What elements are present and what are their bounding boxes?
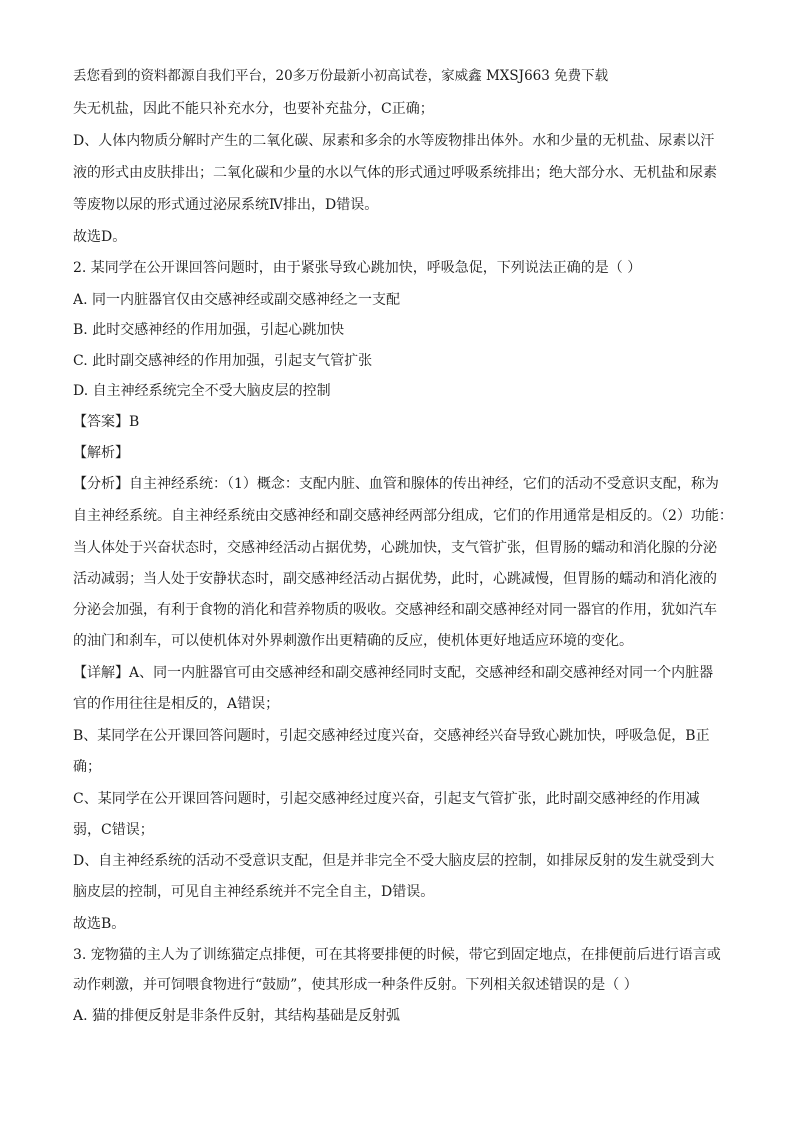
text-line: 液的形式由皮肤排出；二氧化碳和少量的水以气体的形式通过呼吸系统排出；绝大部分水、无机盐和尿素 xyxy=(73,165,717,181)
text-line: 脑皮层的控制，可见自主神经系统并不完全自主，D错误。 xyxy=(73,884,435,900)
option-a: A. 同一内脏器官仅由交感神经或副交感神经之一支配 xyxy=(73,292,401,308)
text-line: D、自主神经系统的活动不受意识支配，但是并非完全不受大脑皮层的控制，如排尿反射的发生就受到大 xyxy=(73,853,715,869)
text-line: 的油门和刹车，可以使机体对外界刺激作出更精确的反应，使机体更好地适应环境的变化。 xyxy=(73,633,633,649)
text-line: B、某同学在公开课回答问题时，引起交感神经过度兴奋，交感神经兴奋导致心跳加快，呼吸急促，B正 xyxy=(73,728,710,744)
text-line: 当人体处于兴奋状态时，交感神经活动占据优势，心跳加快，支气管扩张，但胃肠的蠕动和消化腺的分泌 xyxy=(73,540,717,556)
text-line: D、人体内物质分解时产生的二氧化碳、尿素和多余的水等废物排出体外。水和少量的无机盐、尿素以汗 xyxy=(73,133,715,149)
text-line: C、某同学在公开课回答问题时，引起交感神经过度兴奋，引起支气管扩张，此时副交感神经的作用减 xyxy=(73,791,700,807)
text-line: 故选B。 xyxy=(73,916,126,932)
text-line: 活动减弱；当人处于安静状态时，副交感神经活动占据优势，此时，心跳减慢，但胃肠的蠕动和消化液的 xyxy=(73,571,717,587)
text-line: 等废物以尿的形式通过泌尿系统Ⅳ排出，D错误。 xyxy=(73,197,379,213)
question-2-stem: 2. 某同学在公开课回答问题时，由于紧张导致心跳加快，呼吸急促，下列说法正确的是（ ） xyxy=(73,260,642,276)
text-line: 自主神经系统。自主神经系统由交感神经和副交感神经两部分组成，它们的作用通常是相反的。（2）功能： xyxy=(73,508,733,524)
text-line: 确； xyxy=(73,759,101,775)
analysis-label: 【解析】 xyxy=(73,445,129,461)
text-line: 失无机盐，因此不能只补充水分，也要补充盐分，C正确； xyxy=(73,101,434,117)
option-b: B. 此时交感神经的作用加强，引起心跳加快 xyxy=(73,322,345,338)
text-line: 故选D。 xyxy=(73,229,127,245)
option-a: A. 猫的排便反射是非条件反射，其结构基础是反射弧 xyxy=(73,1008,401,1024)
text-line: 官的作用往往是相反的，A错误； xyxy=(73,696,280,712)
question-3-stem: 3. 宠物猫的主人为了训练猫定点排便，可在其将要排便的时候，带它到固定地点，在排便前后进行语言或 xyxy=(73,947,721,963)
page-header: 丢您看到的资料都源自我们平台，20多万份最新小初高试卷，家威鑫 MXSJ663 免费下载 xyxy=(73,68,609,84)
text-line: 动作刺激，并可饲喂食物进行“鼓励”，使其形成一种条件反射。下列相关叙述错误的是（ ） xyxy=(73,977,638,993)
option-d: D. 自主神经系统完全不受大脑皮层的控制 xyxy=(73,383,331,399)
text-line: 【分析】自主神经系统：（1）概念：支配内脏、血管和腺体的传出神经，它们的活动不受意识支配，称为 xyxy=(73,476,719,492)
text-line: 弱，C错误； xyxy=(73,822,154,838)
text-line: 【详解】A、同一内脏器官可由交感神经和副交感神经同时支配，交感神经和副交感神经对同一个内脏器 xyxy=(73,665,714,681)
text-line: 分泌会加强，有利于食物的消化和营养物质的吸收。交感神经和副交感神经对同一器官的作用，犹如汽车 xyxy=(73,602,717,618)
answer-label: 【答案】B xyxy=(73,414,140,430)
option-c: C. 此时副交感神经的作用加强，引起支气管扩张 xyxy=(73,353,373,369)
